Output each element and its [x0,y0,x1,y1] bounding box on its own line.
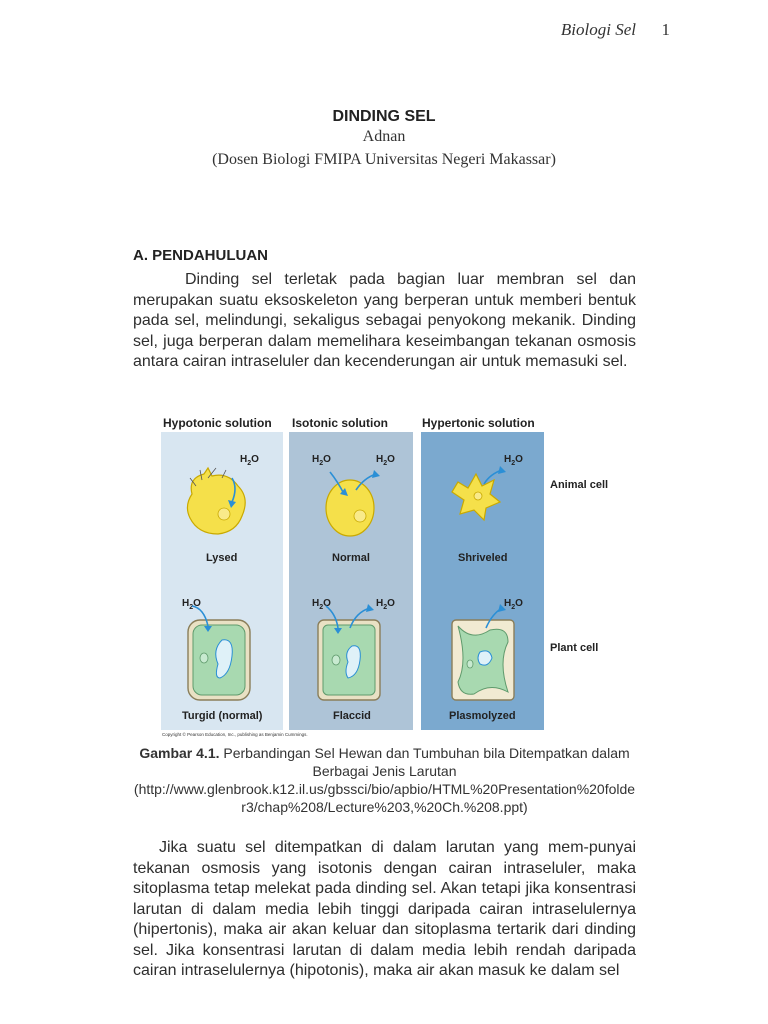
lysed-animal-cell [182,464,252,544]
normal-animal-cell [320,468,390,544]
label-flaccid: Flaccid [333,710,371,722]
column-title-isotonic: Isotonic solution [292,416,388,430]
row-label-animal: Animal cell [550,479,609,491]
caption-text: Perbandingan Sel Hewan dan Tumbuhan bila Ditempatkan dalam Berbagai Jenis Larutan [223,745,630,779]
osmosis-figure [160,412,620,742]
caption-label: Gambar 4.1. [139,745,220,761]
column-title-hypertonic: Hypertonic solution [422,416,535,430]
paragraph-osmosis: Jika suatu sel ditempatkan di dalam larutan yang mem-punyai tekanan osmosis yang isotonis dengan cairan intraseluler, maka sitoplasma tetap melekat pada dinding sel. Akan tetapi jika konsentrasi larutan di dalam media lebih tinggi daripada cairan intraselulernya (hipertonis), maka air akan keluar dan sitoplasma tertarik dari dinding sel. Jika konsentrasi larutan di dalam media lebih rendah daripada cairan intraselulernya (hipotonis), maka air akan masuk ke dalam sel [133,839,636,979]
water-label: $H_2O$ [376,454,395,467]
column-title-hypotonic: Hypotonic solution [163,416,272,430]
label-normal: Normal [332,552,370,564]
water-label: $H_2O$ [504,454,523,467]
label-lysed: Lysed [206,552,238,564]
label-turgid: Turgid (normal) [182,710,263,722]
label-plasmolyzed: Plasmolyzed [449,710,516,722]
water-label: $H_2O$ [240,454,259,467]
running-title: Biologi Sel [560,20,636,39]
water-label: $H_2O$ [376,598,395,611]
plasmolyzed-plant-cell [450,612,522,704]
shriveled-animal-cell [448,468,518,538]
section-heading: A. PENDAHULUAN [133,247,268,264]
flaccid-plant-cell [316,612,388,704]
figure-caption [133,744,636,816]
water-label: $H_2O$ [312,598,331,611]
article-author: Adnan [362,128,406,145]
caption-source: (http://www.glenbrook.k12.il.us/gbssci/bio/apbio/HTML%20Presentation%20folder3/chap%208/Lecture%203,%20Ch.%208.ppt) [133,781,636,815]
label-shriveled: Shriveled [458,552,508,564]
water-label: $H_2O$ [504,598,523,611]
article-affiliation: (Dosen Biologi FMIPA Universitas Negeri Makassar) [212,151,556,168]
row-label-plant: Plant cell [550,642,599,654]
figure-copyright: Copyright © Pearson Education, Inc., publishing as Benjamin Cummings. [162,732,308,737]
turgid-plant-cell [186,612,258,704]
paragraph-intro: Dinding sel terletak pada bagian luar membran sel dan merupakan suatu eksoskeleton yang berperan untuk memberi bentuk pada sel, melindungi, sekaligus sebagai penyokong mekanik. Dinding sel, juga berperan dalam memelihara keseimbangan tekanan osmosis antara cairan intraseluler dan kecenderungan air untuk memasuki sel. [133,271,636,370]
article-title: DINDING SEL [332,108,436,125]
water-label: $H_2O$ [182,598,201,611]
page-number: 1 [661,20,670,39]
water-label: $H_2O$ [312,454,331,467]
